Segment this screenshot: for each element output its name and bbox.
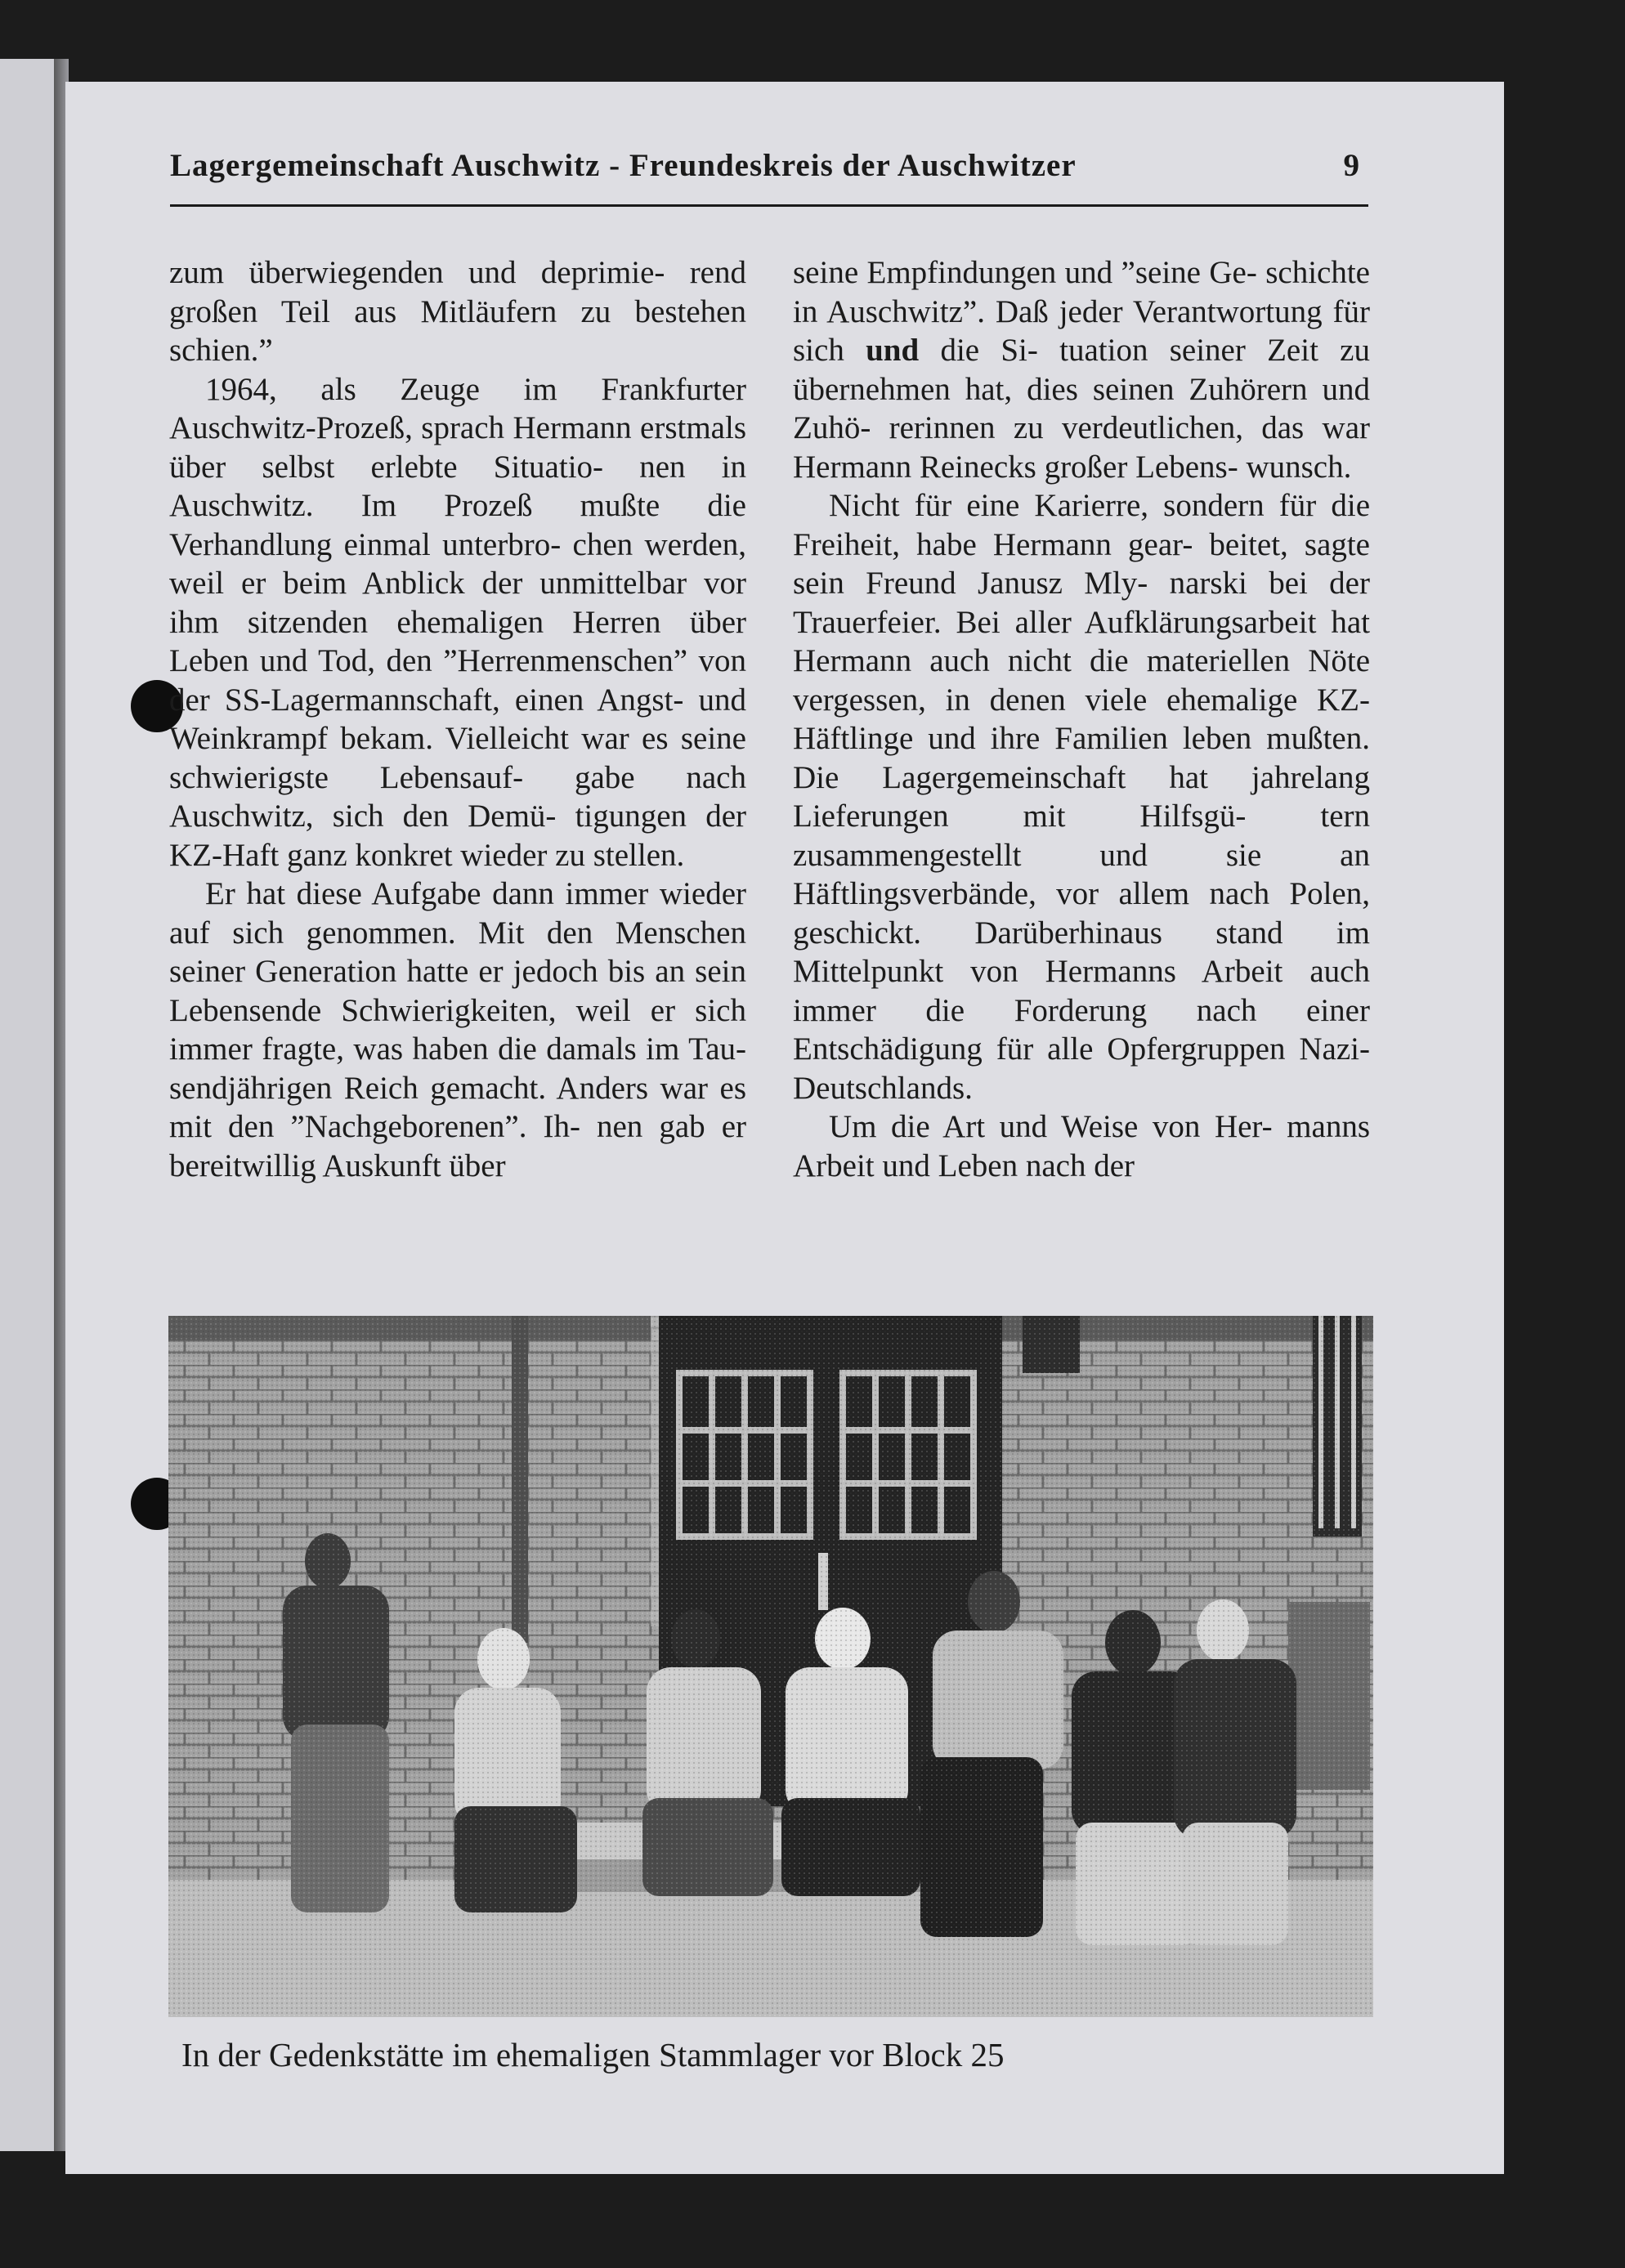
text-column-left bbox=[169, 253, 746, 1185]
text-line: Nicht für eine Karierre, sondern bbox=[829, 488, 1279, 523]
text-line: beitet, sagte sein Freund Janusz Mly- bbox=[793, 526, 1370, 601]
page-number: 9 bbox=[1343, 148, 1360, 183]
text-line: 1964, als Zeuge im Frankfurter bbox=[205, 371, 746, 407]
text-line: wunsch. bbox=[1246, 449, 1352, 485]
text-line: sendjährigen Reich gemacht. Anders bbox=[169, 1070, 660, 1106]
paragraph bbox=[169, 253, 746, 370]
emphasis-und: und bbox=[866, 333, 920, 368]
text-line: narski bei der Trauerfeier. Bei aller bbox=[793, 566, 1370, 640]
text-line: Um die Art und Weise von Her- bbox=[829, 1109, 1287, 1144]
text-line: tern zusammengestellt und sie an bbox=[793, 798, 1370, 873]
text-line: in denen viele ehemalige KZ- bbox=[945, 682, 1370, 718]
text-line: hat, dies seinen Zuhörern und Zuhö- bbox=[793, 371, 1370, 445]
text-line: SS-Lagermannschaft, einen Angst- bbox=[224, 682, 699, 718]
text-line: tuation seiner Zeit zu übernehmen bbox=[793, 333, 1370, 407]
paragraph bbox=[169, 875, 746, 1185]
text-column-right bbox=[793, 253, 1370, 1185]
photo-caption: In der Gedenkstätte im ehemaligen Stammlager vor Block 25 bbox=[181, 2036, 1005, 2073]
text-line: nicht die materiellen Nöte vergessen, bbox=[793, 643, 1371, 718]
paragraph bbox=[793, 1107, 1370, 1185]
text-line: schichte in Auschwitz”. Daß jeder bbox=[793, 255, 1370, 329]
text-line: Polen, geschickt. Darüberhinaus bbox=[793, 876, 1370, 951]
text-line: rerinnen zu verdeutlichen, das war bbox=[889, 410, 1370, 445]
text-line: manns Arbeit und Leben nach der bbox=[793, 1109, 1370, 1183]
text-line: die Verhandlung einmal unterbro- bbox=[169, 488, 746, 562]
text-line: Aufklärungsarbeit hat Hermann auch bbox=[793, 604, 1370, 678]
text-line: mußten. Die Lagergemeinschaft hat bbox=[793, 721, 1370, 795]
running-header bbox=[170, 147, 1368, 207]
document-page bbox=[65, 82, 1504, 2174]
text-line: erstmals über selbst erlebte Situatio- bbox=[169, 410, 746, 485]
text-line: tigungen der KZ-Haft ganz konkret bbox=[169, 798, 747, 873]
text-line: fragte, was haben die damals im Tau- bbox=[262, 1031, 746, 1067]
adjacent-page-edge bbox=[0, 59, 59, 2151]
text-line: Auschwitz-Prozeß, sprach Hermann bbox=[169, 410, 641, 445]
text-line: war es seine schwierigste Lebensauf- bbox=[169, 721, 746, 795]
text-fragment: Verantwortung für sich bbox=[793, 293, 1370, 368]
text-line: zum überwiegenden und deprimie- bbox=[169, 255, 690, 290]
text-line: und Weinkrampf bekam. Vielleicht bbox=[169, 682, 746, 756]
text-line: jedoch bis an sein Lebensende bbox=[169, 954, 746, 1028]
text-line: war es mit den ”Nachgeborenen”. Ih- bbox=[169, 1070, 747, 1144]
text-line: rend großen Teil aus Mitläufern zu bbox=[169, 255, 746, 329]
text-line: jahrelang Lieferungen mit Hilfsgü- bbox=[793, 759, 1370, 834]
paragraph bbox=[169, 370, 746, 875]
text-line: nen gab er bereitwillig Auskunft über bbox=[169, 1109, 746, 1183]
text-line: Tod, den ”Herrenmenschen” von der bbox=[169, 643, 746, 718]
text-line: chen werden, weil er beim Anblick bbox=[169, 526, 746, 601]
text-line: gabe nach Auschwitz, sich den Demü- bbox=[169, 759, 746, 834]
paragraph bbox=[793, 253, 1370, 486]
text-line: nach einer Entschädigung für alle bbox=[793, 992, 1370, 1067]
text-line: Arbeit auch immer die Forderung bbox=[793, 954, 1370, 1028]
text-line: Häftlingsverbände, vor allem nach bbox=[793, 876, 1290, 911]
text-line: Hermann Reinecks großer Lebens- bbox=[793, 449, 1247, 485]
paragraph bbox=[793, 486, 1370, 1107]
text-line: stand im Mittelpunkt von Hermanns bbox=[793, 915, 1370, 989]
text-fragment: die Si- bbox=[919, 333, 1038, 368]
text-line: Er hat diese Aufgabe dann immer bbox=[205, 876, 660, 911]
text-line: nen in Auschwitz. Im Prozeß mußte bbox=[169, 449, 746, 523]
text-line: wieder zu stellen. bbox=[460, 837, 685, 873]
text-line: Opfergruppen Nazi-Deutschlands. bbox=[793, 1031, 1371, 1106]
header-title: Lagergemeinschaft Auschwitz - Freundeskreis der Auschwitzer bbox=[170, 148, 1077, 183]
text-line: Häftlinge und ihre Familien leben bbox=[793, 721, 1267, 756]
text-line: bestehen schien.” bbox=[169, 293, 746, 368]
text-line: der unmittelbar vor ihm sitzenden bbox=[169, 566, 746, 640]
text-line: wieder auf sich genommen. Mit den bbox=[169, 876, 746, 951]
text-line: Schwierigkeiten, weil er sich immer bbox=[169, 992, 746, 1067]
text-line: für die Freiheit, habe Hermann gear- bbox=[793, 488, 1370, 562]
text-line: ehemaligen Herren über Leben und bbox=[169, 604, 746, 678]
text-line: seine Empfindungen und ”seine Ge- bbox=[793, 255, 1266, 290]
photograph-group-in-front-of-block bbox=[168, 1316, 1373, 2017]
text-line: Menschen seiner Generation hatte er bbox=[169, 915, 746, 989]
